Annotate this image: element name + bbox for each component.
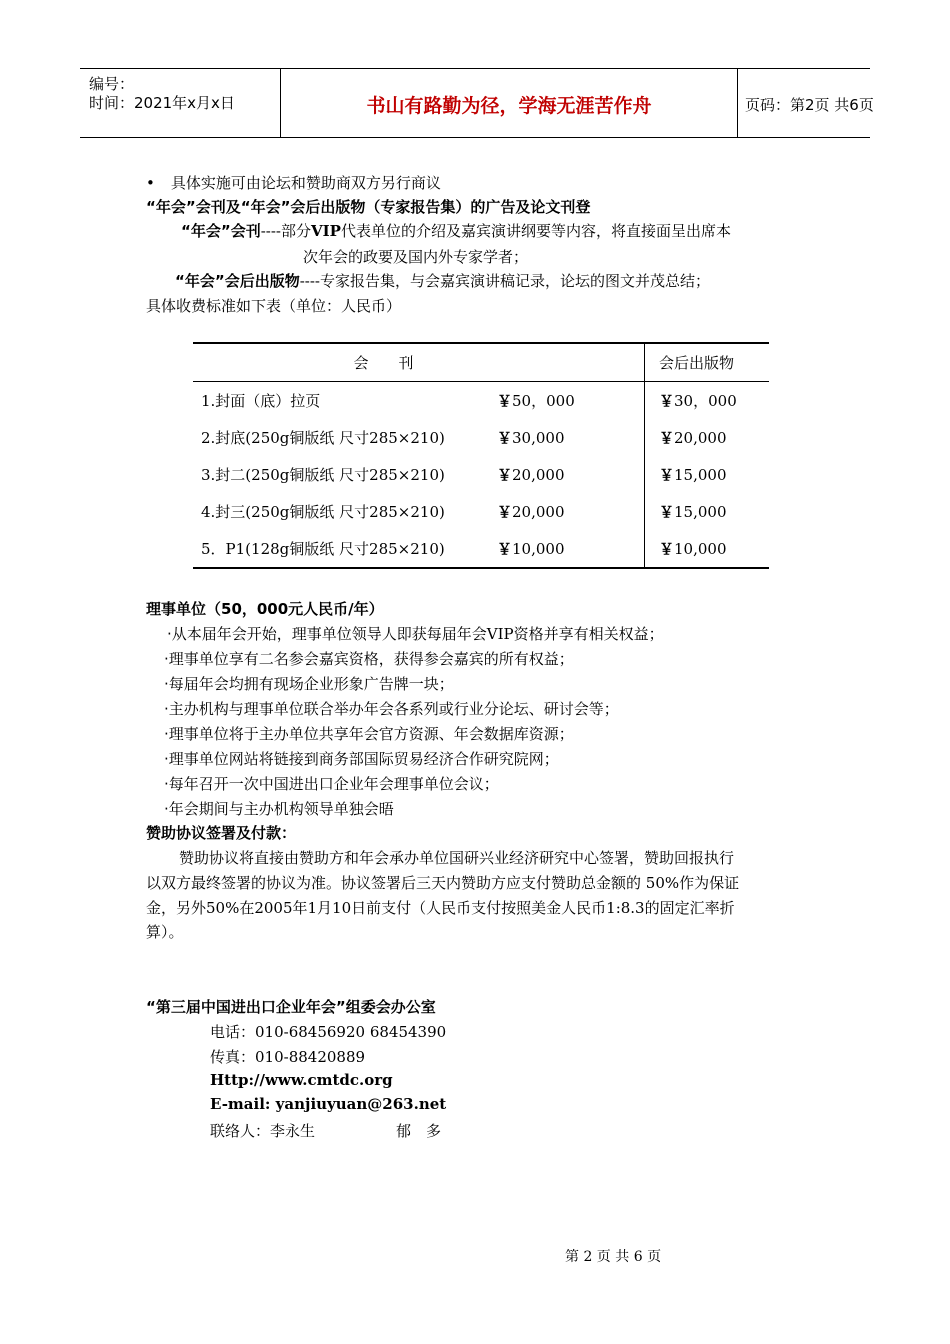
section2-bullet: ·理事单位将于主办单位共享年会官方资源、年会数据库资源； [164,725,574,743]
item1-vip: VIP [311,222,341,240]
yen-symbol: ￥ [659,540,675,558]
page-header [80,68,874,138]
row-item: 1.封面（底）拉页 [201,392,321,410]
row-item: 2.封底(250g铜版纸 尺寸285×210) [201,429,445,447]
bullet-text: 从本届年会开始，理事单位领导人即获每届年会VIP资格并享有相关权益； [171,625,664,643]
header-motto: 书山有路勤为径，学海无涯苦作舟 [366,95,652,117]
price-value: 10,000 [512,540,565,558]
row-price [497,382,645,420]
yen-symbol: ￥ [497,503,513,521]
section2-bullet: ·主办机构与理事单位联合举办年会各系列或行业分论坛、研讨会等； [164,700,619,718]
row-after [645,382,770,420]
page-label: 页码：第2页 共6页 [745,96,874,114]
section2-bullet: ·每届年会均拥有现场企业形象广告牌一块； [164,675,454,693]
section3-title: 赞助协议签署及付款： [146,824,297,842]
fee-table [193,342,769,569]
yen-symbol: ￥ [659,429,675,447]
contact-fax: 传真：010-88420889 [210,1048,366,1066]
contact-person2: 郁 多 [396,1122,442,1140]
row-after [645,493,770,530]
item1-bold: “年会”会刊 [181,222,261,240]
section1-item1 [181,220,731,241]
item1-text-b: 代表单位的介绍及嘉宾演讲纲要等内容，将直接面呈出席本 [340,222,731,240]
row-price [497,456,645,493]
section3-line: 金，另外50%在2005年1月10日前支付（人民币支付按照美金人民币1:8.3的固定汇率折 [146,899,735,917]
after-value: 30，000 [674,392,737,410]
bullet-text: 理事单位享有二名参会嘉宾资格，获得参会嘉宾的所有权益； [168,650,574,668]
contact-org: “第三届中国进出口企业年会”组委会办公室 [146,998,436,1016]
yen-symbol: ￥ [497,429,513,447]
fee-table-header [193,343,769,382]
price-value: 20,000 [512,466,565,484]
yen-symbol: ￥ [659,466,675,484]
table-row [193,530,769,568]
section3-line: 赞助协议将直接由赞助方和年会承办单位国研兴业经济研究中心签署，赞助回报执行 [179,849,735,867]
yen-symbol: ￥ [659,392,675,410]
fee-note: 具体收费标准如下表（单位：人民币） [146,297,402,315]
yen-symbol: ￥ [659,503,675,521]
row-price [497,419,645,456]
row-item: 5．P1(128g铜版纸 尺寸285×210) [201,540,445,558]
item2-bold: “年会”会后出版物 [175,272,300,290]
bullet-text: 每届年会均拥有现场企业形象广告牌一块； [168,675,454,693]
section3-line: 算）。 [146,923,184,941]
yen-symbol: ￥ [497,540,513,558]
section2-bullet: ·理事单位网站将链接到商务部国际贸易经济合作研究院网； [164,750,559,768]
bullet-text: 年会期间与主办机构领导单独会晤 [168,800,394,818]
row-item: 3.封二(250g铜版纸 尺寸285×210) [201,466,445,484]
row-after [645,419,770,456]
contact-website-link[interactable]: Http://www.cmtdc.org [210,1071,393,1089]
row-price [497,530,645,568]
bullet-text: 理事单位将于主办单位共享年会官方资源、年会数据库资源； [168,725,574,743]
row-after [645,456,770,493]
after-value: 15,000 [674,503,727,521]
after-value: 10,000 [674,540,727,558]
number-label: 编号： [89,75,135,93]
price-value: 20,000 [512,503,565,521]
section1-item2 [175,270,710,291]
header-left [80,69,280,137]
header-center [280,69,738,137]
section2-bullet: ·每年召开一次中国进出口企业年会理事单位会议； [164,775,499,793]
time-label: 时间：2021年x月x日 [89,94,235,112]
intro-bullet-text: 具体实施可由论坛和赞助商双方另行商议 [170,174,441,192]
table-row [193,493,769,530]
page-footer: 第 2 页 共 6 页 [565,1249,662,1265]
section2-bullet: ·理事单位享有二名参会嘉宾资格，获得参会嘉宾的所有权益； [164,650,574,668]
contact-person: 联络人：李永生 [210,1122,316,1140]
yen-symbol: ￥ [497,466,513,484]
header-main: 会 刊 [193,343,645,382]
section3-line: 以双方最终签署的协议为准。协议签署后三天内赞助方应支付赞助总金额的 50%作为保证 [146,874,740,892]
yen-symbol: ￥ [497,392,513,410]
contact-email-link[interactable]: E-mail: yanjiuyuan@263.net [210,1095,447,1113]
item1-text-a: ----部分 [260,222,311,240]
section2-bullet: ·年会期间与主办机构领导单独会晤 [164,800,394,818]
price-value: 50，000 [512,392,575,410]
after-value: 20,000 [674,429,727,447]
bullet-text: 主办机构与理事单位联合举办年会各系列或行业分论坛、研讨会等； [168,700,619,718]
header-after: 会后出版物 [645,343,770,382]
header-right [737,69,874,137]
price-value: 30,000 [512,429,565,447]
contact-phone: 电话：010-68456920 68454390 [210,1023,447,1041]
section1-title: “年会”会刊及“年会”会后出版物（专家报告集）的广告及论文刊登 [146,198,591,216]
item2-text: ----专家报告集，与会嘉宾演讲稿记录，论坛的图文并茂总结； [299,272,710,290]
bullet-text: 理事单位网站将链接到商务部国际贸易经济合作研究院网； [168,750,559,768]
section2-bullet: ·从本届年会开始，理事单位领导人即获每届年会VIP资格并享有相关权益； [167,625,664,643]
bullet-text: 每年召开一次中国进出口企业年会理事单位会议； [168,775,499,793]
table-row [193,419,769,456]
row-item: 4.封三(250g铜版纸 尺寸285×210) [201,503,445,521]
table-row [193,456,769,493]
row-price [497,493,645,530]
after-value: 15,000 [674,466,727,484]
section1-item1-cont: 次年会的政要及国内外专家学者； [303,248,529,266]
section2-title: 理事单位（50，000元人民币/年） [146,600,384,618]
table-row [193,382,769,420]
row-after [645,530,770,568]
intro-bullet: • 具体实施可由论坛和赞助商双方另行商议 [146,174,441,192]
